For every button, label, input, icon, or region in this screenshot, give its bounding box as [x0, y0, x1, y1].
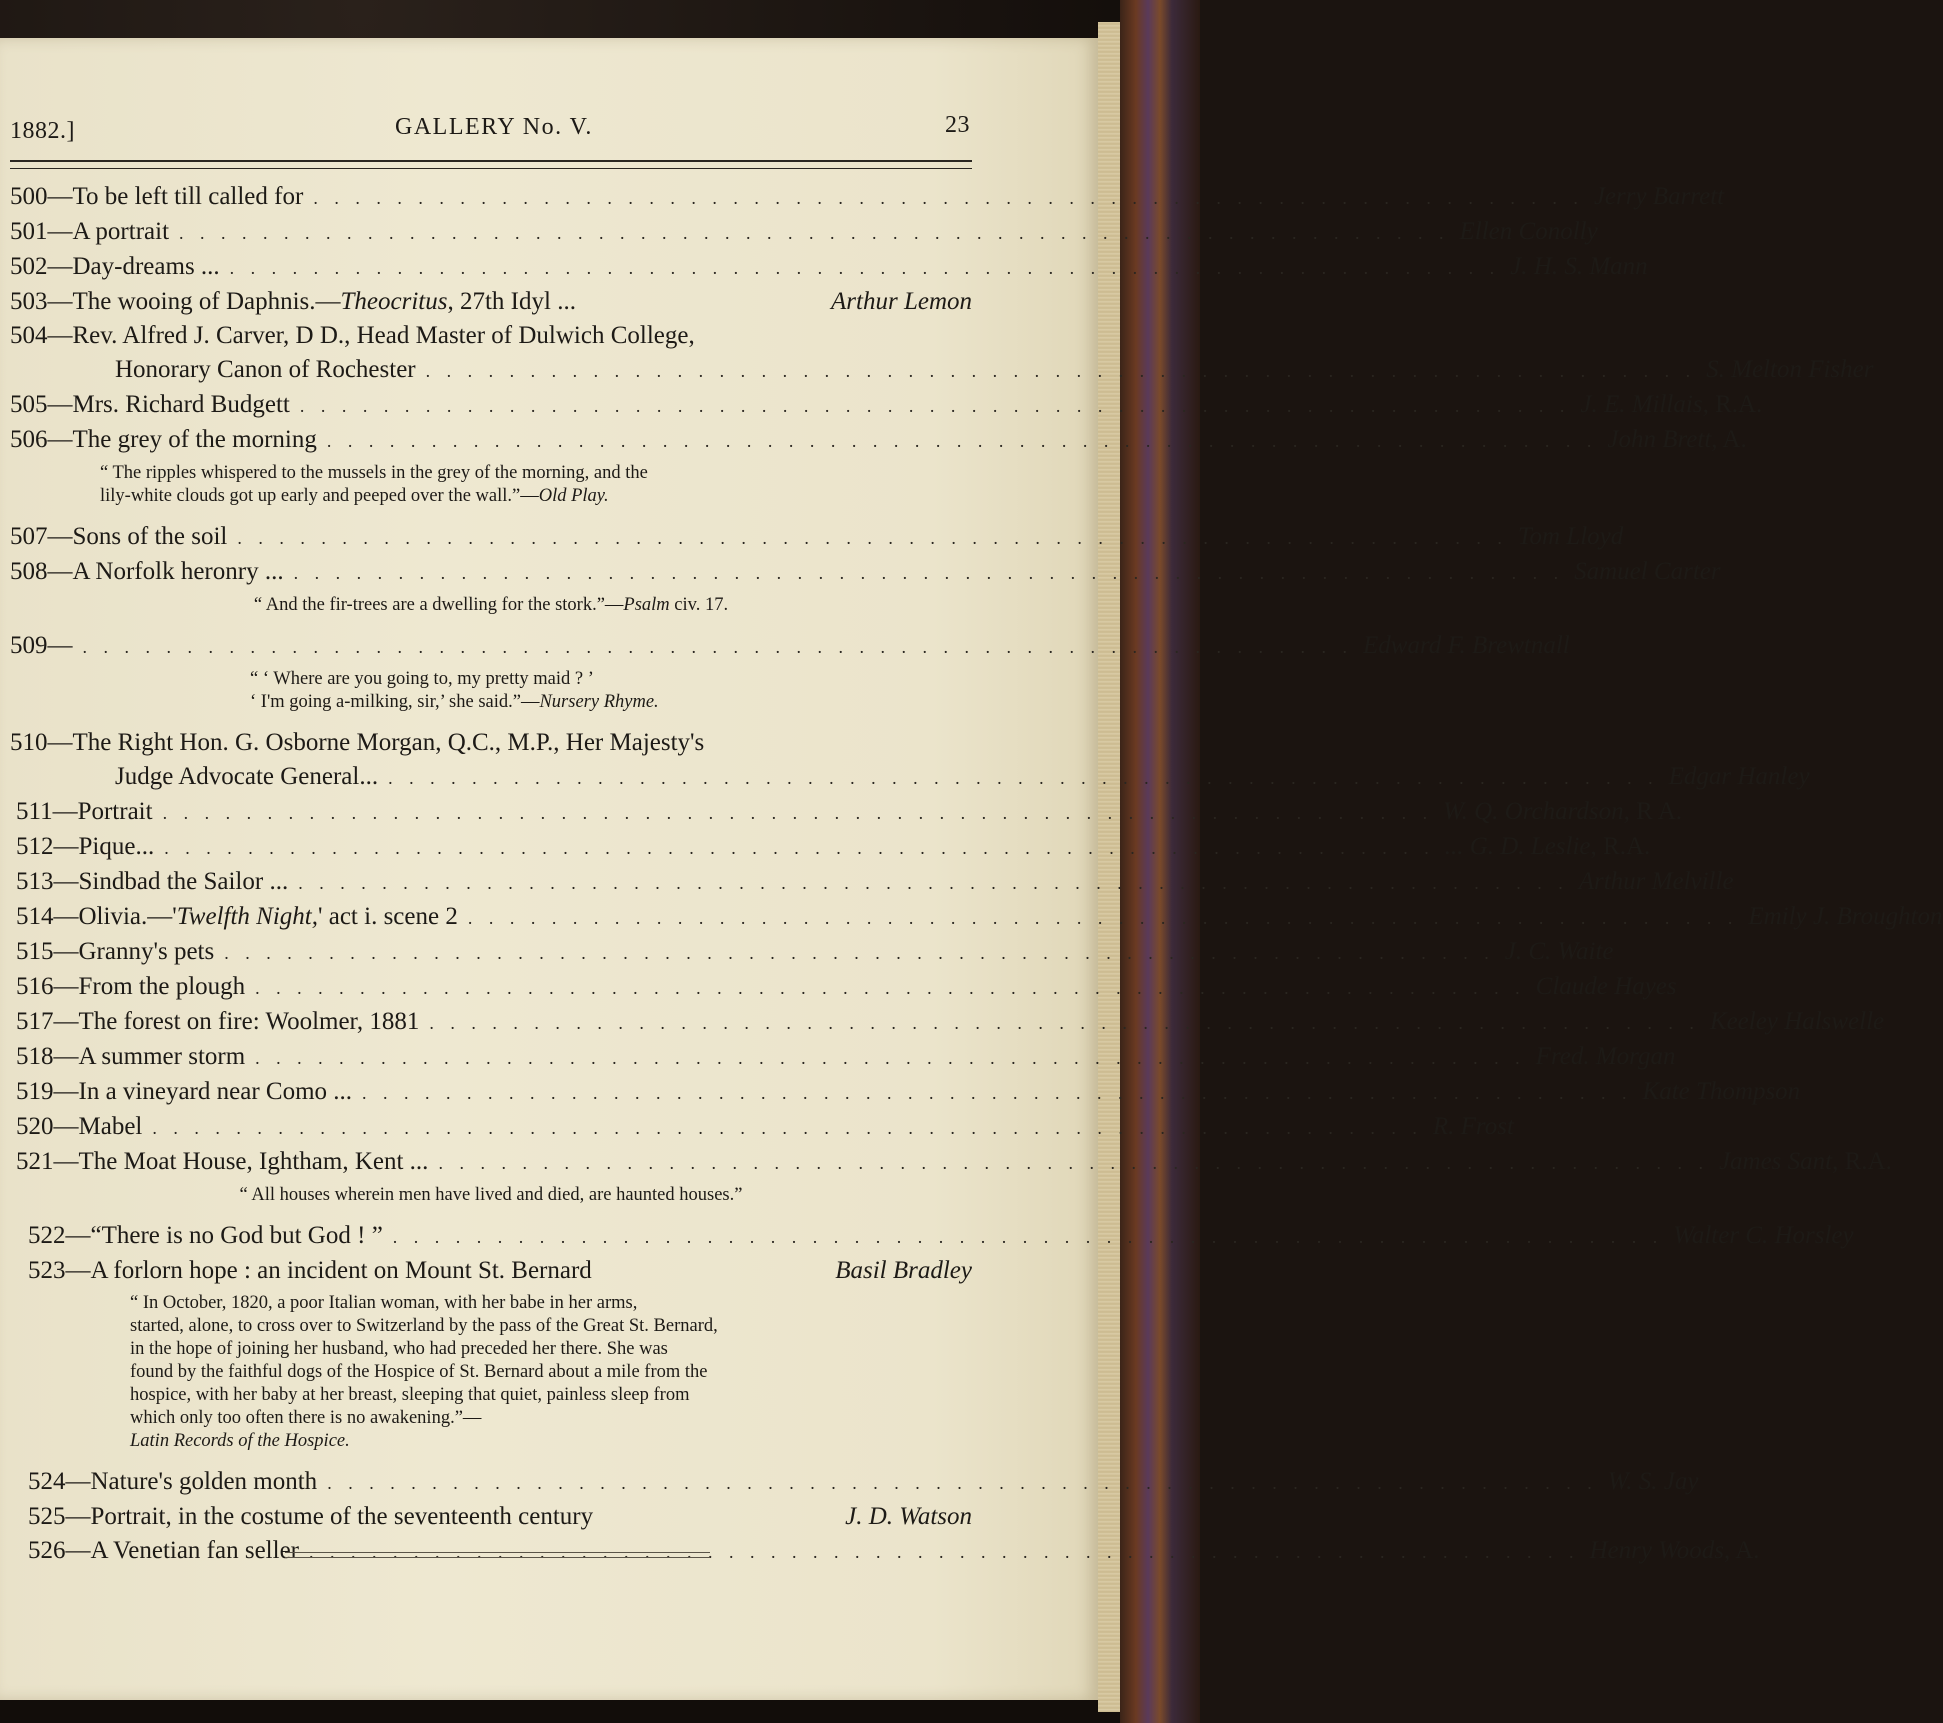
- epigraph-509: [10, 668, 972, 714]
- entry-number: 510: [10, 729, 48, 756]
- epigraph-521: “ All houses wherein men have lived and died, are haunted houses.”: [239, 1185, 743, 1205]
- entry-artist: [1580, 388, 1762, 422]
- entry-number: 513: [16, 868, 54, 895]
- epigraph-source: Latin Records of the Hospice.: [130, 1431, 350, 1451]
- dot-leader: . . . . . . . . . . . . . . . . . . . . . . . . . . . . . . . . . . . . . . . . . . . . . . . . . . . . . . . . . . . . .: [255, 978, 1526, 998]
- catalogue-entry-509: [10, 629, 1570, 664]
- catalogue-entry-507: [10, 520, 1624, 555]
- epigraph-line: started, alone, to cross over to Switzerland by the pass of the Great St. Bernard,: [130, 1316, 718, 1336]
- entry-title: [79, 900, 458, 934]
- entry-title: Sons of the soil: [72, 523, 228, 550]
- entry-title: Rev. Alfred J. Carver, D D., Head Master of Dulwich College,: [72, 322, 695, 349]
- catalogue-entry-500: [10, 180, 1725, 215]
- entry-title: “There is no God but God ! ”: [90, 1222, 383, 1249]
- entry-title: Portrait, in the costume of the seventeenth century: [90, 1503, 594, 1530]
- entry-number: 519: [16, 1078, 54, 1105]
- entry-artist: [1445, 830, 1651, 864]
- entry-title-italic: Twelfth Night,: [176, 903, 318, 930]
- entry-number: 515: [16, 938, 54, 965]
- entry-artist: R. Frost: [1432, 1113, 1514, 1140]
- dot-leader: . . . . . . . . . . . . . . . . . . . . . . . . . . . . . . . . . . . . . . . . . . . . . . . . . . . . . . . . . . . . .: [237, 528, 1508, 548]
- dot-leader: . . . . . . . . . . . . . . . . . . . . . . . . . . . . . . . . . . . . . . . . . . . . . . . . . . . . . . . . . . . . .: [298, 873, 1569, 893]
- epigraph-reference: civ. 17.: [669, 595, 729, 615]
- entry-dash: —: [65, 1468, 91, 1495]
- running-head-year: 1882.]: [10, 118, 75, 144]
- epigraph-line: “ In October, 1820, a poor Italian woman, with her babe in her arms,: [130, 1293, 638, 1313]
- catalogue-entry-504-continued: [10, 353, 1874, 388]
- entry-number: 523: [28, 1257, 66, 1284]
- entry-dash: —: [53, 973, 79, 1000]
- entry-number: 521: [16, 1148, 54, 1175]
- entry-artist: S. Melton Fisher: [1706, 356, 1874, 383]
- catalogue-entry-506: [10, 423, 1747, 458]
- header-double-rule: [10, 160, 972, 169]
- entry-artist: Keeley Halswelle: [1709, 1008, 1885, 1035]
- epigraph-text: ‘ I'm going a-milking, sir,’ she said.”—: [250, 692, 540, 712]
- dot-leader: . . . . . . . . . . . . . . . . . . . . . . . . . . . . . . . . . . . . . . . . . . . . . . . . . . . . . . . . . . . . .: [229, 258, 1501, 278]
- dot-leader: . . . . . . . . . . . . . . . . . . . . . . . . . . . . . . . . . . . . . . . . . . . . . . . . . . . . . . . . . . . . .: [293, 563, 1565, 583]
- entry-title: A Venetian fan seller: [90, 1537, 299, 1564]
- epigraph-506: [10, 462, 890, 508]
- epigraph-line: [130, 1407, 890, 1453]
- entry-title: A summer storm: [78, 1043, 246, 1070]
- dot-leader: . . . . . . . . . . . . . . . . . . . . . . . . . . . . . . . . . . . . . . . . . . . . . . . . . . . . . . . . . . . . .: [164, 838, 1435, 858]
- epigraph-text: lily-white clouds got up early and peeped over the wall.”—: [100, 486, 539, 506]
- catalogue-entry-505: [10, 388, 1763, 423]
- entry-title: Mabel: [78, 1113, 143, 1140]
- entry-title: Portrait: [77, 798, 153, 825]
- artist-name: Henry Woods: [1589, 1537, 1724, 1564]
- catalogue-entry-510: [10, 726, 972, 760]
- entry-dash: —: [47, 253, 73, 280]
- entry-artist: [1443, 795, 1682, 829]
- entry-number: 525: [28, 1503, 66, 1530]
- entry-artist: Walter C. Horsley: [1673, 1222, 1854, 1249]
- entry-artist: Ellen Conolly: [1459, 218, 1598, 245]
- epigraph-line: “ ‘ Where are you going to, my pretty maid ? ’: [250, 669, 594, 689]
- dot-leader: . . . . . . . . . . . . . . . . . . . . . . . . . . . . . . . . . . . . . . . . . . . . . . . . . . . . . . . . . . . . .: [392, 1227, 1664, 1247]
- entry-artist: [1607, 423, 1746, 457]
- artist-name: W. Q. Orchardson: [1443, 798, 1624, 825]
- artist-name: John Brett: [1607, 426, 1712, 453]
- catalogue-entry-504: [10, 319, 972, 353]
- entry-title: Granny's pets: [78, 938, 215, 965]
- dot-leader: . . . . . . . . . . . . . . . . . . . . . . . . . . . . . . . . . . . . . . . . . . . . . . . . . . . . . . . . . . . . .: [467, 908, 1739, 928]
- artist-suffix: , A.: [1724, 1537, 1760, 1564]
- entry-number: 506: [10, 426, 48, 453]
- entry-title: A Norfolk heronry ...: [72, 558, 284, 585]
- epigraph-line: hospice, with her baby at her breast, sleeping that quiet, painless sleep from: [130, 1385, 690, 1405]
- entry-title: To be left till called for: [72, 183, 304, 210]
- entry-number: 526: [28, 1537, 66, 1564]
- dot-leader: . . . . . . . . . . . . . . . . . . . . . . . . . . . . . . . . . . . . . . . . . . . . . . . . . . . . . . . . . . . . .: [255, 1048, 1526, 1068]
- entry-dash: —: [47, 218, 73, 245]
- entry-dash: —: [65, 1222, 91, 1249]
- entry-dash: —: [52, 798, 78, 825]
- artist-suffix: , R.A.: [1702, 391, 1763, 418]
- catalogue-entry-520: [10, 1110, 1514, 1145]
- entry-artist: W. S. Jay: [1607, 1468, 1699, 1495]
- entry-dash: —: [53, 833, 79, 860]
- entry-number: 512: [16, 833, 54, 860]
- entry-artist: Arthur Melville: [1578, 868, 1734, 895]
- entry-dash: —: [53, 1008, 79, 1035]
- entry-title: [73, 285, 576, 319]
- entry-number: 516: [16, 973, 54, 1000]
- entry-title: Sindbad the Sailor ...: [78, 868, 289, 895]
- epigraph-text: “ And the fir-trees are a dwelling for the stork.”—: [253, 595, 624, 615]
- running-head-title: GALLERY No. V.: [395, 114, 593, 140]
- dot-leader: . . . . . . . . . . . . . . . . . . . . . . . . . . . . . . . . . . . . . . . . . . . . . . . . . . . . . . . . . . . . .: [388, 768, 1659, 788]
- entry-title-rest: ' act i. scene 2: [317, 903, 458, 930]
- catalogue-entry-521: [10, 1145, 1892, 1180]
- epigraph-line: [250, 691, 972, 714]
- entry-dash: —: [65, 1257, 91, 1284]
- dot-leader: . . . . . . . . . . . . . . . . . . . . . . . . . . . . . . . . . . . . . . . . . . . . . . . . . . . . . . . . . . . . .: [438, 1153, 1709, 1173]
- dot-leader: . . . . . . . . . . . . . . . . . . . . . . . . . . . . . . . . . . . . . . . . . . . . . . . . . . . . . . . . . . . . .: [309, 1542, 1580, 1562]
- catalogue-entry-511: [10, 795, 1683, 830]
- entry-title: Pique...: [78, 833, 155, 860]
- entry-number: 511: [16, 798, 53, 825]
- catalogue-entry-522: [10, 1219, 1854, 1254]
- entry-dash: —: [53, 1148, 79, 1175]
- entry-artist: Claude Hayes: [1535, 973, 1677, 1000]
- entry-dash: —: [65, 1537, 91, 1564]
- catalogue-entry-510-continued: [10, 760, 1810, 795]
- entry-title: Mrs. Richard Budgett: [72, 391, 290, 418]
- dot-leader: . . . . . . . . . . . . . . . . . . . . . . . . . . . . . . . . . . . . . . . . . . . . . . . . . . . . . . . . . . . . .: [425, 361, 1697, 381]
- dot-leader: . . . . . . . . . . . . . . . . . . . . . . . . . . . . . . . . . . . . . . . . . . . . . . . . . . . . . . . . . . . . .: [429, 1013, 1700, 1033]
- dot-leader: . . . . . . . . . . . . . . . . . . . . . . . . . . . . . . . . . . . . . . . . . . . . . . . . . . . . . . . . . . . . .: [313, 188, 1584, 208]
- entry-artist: Arthur Lemon: [831, 288, 972, 315]
- entry-artist: Samuel Carter: [1574, 558, 1721, 585]
- catalogue-entry-525: [10, 1500, 972, 1534]
- catalogue-entry-514: [10, 900, 1943, 935]
- catalogue-entry-518: [10, 1040, 1676, 1075]
- catalogue-entry-524: [10, 1465, 1699, 1500]
- entry-number: 520: [16, 1113, 54, 1140]
- epigraph-line: found by the faithful dogs of the Hospice of St. Bernard about a mile from the: [130, 1362, 708, 1382]
- entry-artist: [1590, 1534, 1760, 1568]
- entry-title: Nature's golden month: [90, 1468, 318, 1495]
- artist-name: James Sant: [1718, 1148, 1833, 1175]
- entry-title: A forlorn hope : an incident on Mount St. Bernard: [90, 1257, 592, 1284]
- entry-number: 507: [10, 523, 48, 550]
- entry-title-line2: Judge Advocate General...: [115, 763, 379, 790]
- entry-dash: —: [47, 523, 73, 550]
- entry-number: 522: [28, 1222, 66, 1249]
- entry-artist: Edgar Hanley: [1668, 763, 1810, 790]
- entry-dash: —: [53, 1078, 79, 1105]
- entry-dash: —: [47, 558, 73, 585]
- entry-dash: —: [47, 729, 73, 756]
- entry-title: The grey of the morning: [72, 426, 317, 453]
- catalogue-entry-517: [10, 1005, 1885, 1040]
- entry-number: 504: [10, 322, 48, 349]
- entry-title-line2: Honorary Canon of Rochester: [115, 356, 416, 383]
- catalogue-entry-501: [10, 215, 1598, 250]
- entry-number: 500: [10, 183, 48, 210]
- entry-artist: Kate Thompson: [1642, 1078, 1801, 1105]
- catalogue-entry-512: [10, 830, 1651, 865]
- epigraph-523: [10, 1292, 890, 1453]
- artist-suffix: , A.: [1711, 426, 1747, 453]
- dot-leader: . . . . . . . . . . . . . . . . . . . . . . . . . . . . . . . . . . . . . . . . . . . . . . . . . . . . . . . . . . . . .: [224, 943, 1495, 963]
- entry-title: A portrait: [72, 218, 170, 245]
- entry-dash: —: [47, 426, 73, 453]
- entry-dash: —: [47, 288, 73, 315]
- epigraph-source: Nursery Rhyme.: [539, 692, 659, 712]
- entry-dash: —: [47, 391, 73, 418]
- dot-leader: . . . . . . . . . . . . . . . . . . . . . . . . . . . . . . . . . . . . . . . . . . . . . . . . . . . . . . . . . . . . .: [162, 803, 1434, 823]
- entry-artist: Tom Lloyd: [1517, 523, 1624, 550]
- entry-artist: J. H. S. Mann: [1510, 253, 1648, 280]
- entry-number: 503: [10, 288, 48, 315]
- artist-name: ... G. D. Leslie: [1444, 833, 1591, 860]
- entry-dash: —: [53, 903, 79, 930]
- artist-suffix: , R.A.: [1832, 1148, 1892, 1175]
- entry-title: The forest on fire: Woolmer, 1881: [78, 1008, 420, 1035]
- entry-dash: —: [53, 1043, 79, 1070]
- entry-title-text: The wooing of Daphnis.—: [72, 288, 341, 315]
- entry-dash: —: [53, 938, 79, 965]
- entry-number: 508: [10, 558, 48, 585]
- epigraph-source: Psalm: [623, 595, 670, 615]
- page-number: 23: [945, 112, 970, 138]
- entry-title: From the plough: [78, 973, 246, 1000]
- epigraph-line: in the hope of joining her husband, who had preceded her there. She was: [130, 1339, 668, 1359]
- entry-dash: —: [53, 1113, 79, 1140]
- catalogue-entry-516: [10, 970, 1677, 1005]
- entry-title: The Right Hon. G. Osborne Morgan, Q.C., M.P., Her Majesty's: [72, 729, 705, 756]
- catalogue-entries: [10, 180, 1943, 1569]
- entry-artist: J. D. Watson: [845, 1503, 972, 1530]
- epigraph-line: [100, 485, 890, 508]
- entry-artist: Jerry Barrett: [1593, 183, 1725, 210]
- footer-double-rule: [285, 1552, 710, 1558]
- entry-number: 524: [28, 1468, 66, 1495]
- dot-leader: . . . . . . . . . . . . . . . . . . . . . . . . . . . . . . . . . . . . . . . . . . . . . . . . . . . . . . . . . . . . .: [327, 1473, 1598, 1493]
- entry-dash: —: [47, 632, 73, 659]
- dot-leader: . . . . . . . . . . . . . . . . . . . . . . . . . . . . . . . . . . . . . . . . . . . . . . . . . . . . . . . . . . . . .: [82, 637, 1353, 657]
- artist-name: J. E. Millais: [1580, 391, 1703, 418]
- entry-artist: Emily J. Broughton: [1748, 903, 1943, 930]
- running-head: [10, 112, 970, 152]
- catalogue-entry-523: [10, 1254, 972, 1288]
- entry-number: 509: [10, 632, 48, 659]
- entry-number: 505: [10, 391, 48, 418]
- dot-leader: . . . . . . . . . . . . . . . . . . . . . . . . . . . . . . . . . . . . . . . . . . . . . . . . . . . . . . . . . . . . .: [326, 431, 1598, 451]
- entry-dash: —: [53, 868, 79, 895]
- entry-title: In a vineyard near Como ...: [78, 1078, 353, 1105]
- artist-suffix: , R A.: [1623, 798, 1683, 825]
- epigraph-source: Old Play.: [538, 486, 609, 506]
- entry-artist: J. C. Waite: [1504, 938, 1614, 965]
- entry-number: 517: [16, 1008, 54, 1035]
- catalogue-entry-515: [10, 935, 1614, 970]
- dot-leader: . . . . . . . . . . . . . . . . . . . . . . . . . . . . . . . . . . . . . . . . . . . . . . . . . . . . . . . . . . . . .: [152, 1118, 1423, 1138]
- epigraph-508: [10, 594, 972, 617]
- entry-number: 502: [10, 253, 48, 280]
- entry-artist: Basil Bradley: [835, 1257, 972, 1284]
- entry-title: Day-dreams ...: [72, 253, 220, 280]
- epigraph-line: “ The ripples whispered to the mussels in the grey of the morning, and the: [100, 463, 648, 483]
- catalogue-entry-519: [10, 1075, 1801, 1110]
- entry-title-italic: Theocritus: [340, 288, 448, 315]
- catalogue-entry-508: [10, 555, 1721, 590]
- entry-title: The Moat House, Ightham, Kent ...: [78, 1148, 429, 1175]
- entry-dash: —: [47, 183, 73, 210]
- entry-dash: —: [47, 322, 73, 349]
- entry-artist: [1719, 1145, 1892, 1179]
- entry-title-rest: , 27th Idyl ...: [447, 288, 576, 315]
- epigraph-text: which only too often there is no awakening.”—: [130, 1408, 482, 1428]
- entry-dash: —: [65, 1503, 91, 1530]
- artist-suffix: , R.A.: [1590, 833, 1651, 860]
- catalogue-entry-513: [10, 865, 1734, 900]
- dot-leader: . . . . . . . . . . . . . . . . . . . . . . . . . . . . . . . . . . . . . . . . . . . . . . . . . . . . . . . . . . . . .: [179, 223, 1450, 243]
- dot-leader: . . . . . . . . . . . . . . . . . . . . . . . . . . . . . . . . . . . . . . . . . . . . . . . . . . . . . . . . . . . . .: [362, 1083, 1633, 1103]
- catalogue-entry-503: [10, 285, 972, 319]
- catalogue-entry-502: [10, 250, 1648, 285]
- entry-number: 518: [16, 1043, 54, 1070]
- entry-artist: Fred. Morgan: [1535, 1043, 1676, 1070]
- entry-number: 514: [16, 903, 54, 930]
- entry-artist: Edward F. Brewtnall: [1363, 632, 1570, 659]
- entry-title-text: Olivia.—': [78, 903, 177, 930]
- entry-number: 501: [10, 218, 48, 245]
- dot-leader: . . . . . . . . . . . . . . . . . . . . . . . . . . . . . . . . . . . . . . . . . . . . . . . . . . . . . . . . . . . . .: [299, 396, 1571, 416]
